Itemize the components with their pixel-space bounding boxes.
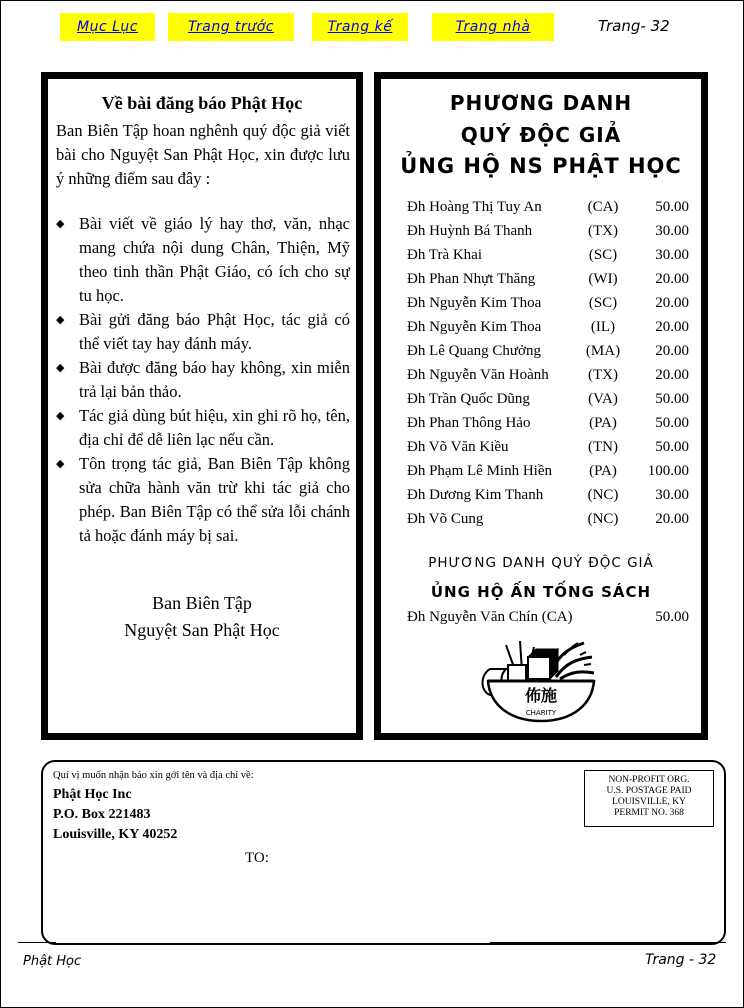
postage-line: NON-PROFIT ORG. xyxy=(608,775,690,785)
diamond-bullet-icon: ◆ xyxy=(56,362,65,374)
donor-row xyxy=(407,267,695,291)
postage-line: PERMIT NO. 368 xyxy=(614,808,684,818)
to-label: TO: xyxy=(245,850,269,866)
postage-line: LOUISVILLE, KY xyxy=(612,797,686,807)
guidelines-heading: Về bài đăng báo Phật Học xyxy=(101,93,303,113)
donor-name: Đh Dương Kim Thanh xyxy=(407,487,544,503)
page-number-bottom: Trang - 32 xyxy=(645,952,717,968)
charity-chars: 佈施 xyxy=(524,686,558,705)
donor-row xyxy=(407,291,695,315)
donor-name: Đh Nguyễn Văn Hoành xyxy=(407,367,549,383)
diamond-bullet-icon: ◆ xyxy=(56,410,65,422)
donor-state: (IL) xyxy=(590,319,616,335)
donor-amount: 50.00 xyxy=(655,391,689,407)
donor-state: (TN) xyxy=(588,439,618,455)
nav-toc-link[interactable]: Mục Lục xyxy=(60,13,155,41)
return-address-line-2: P.O. Box 221483 xyxy=(53,807,151,822)
guideline-item xyxy=(56,452,350,548)
donor-amount: 50.00 xyxy=(655,439,689,455)
donor-state: (SC) xyxy=(588,295,618,311)
donor-state: (TX) xyxy=(588,223,618,239)
donor-state: (CA) xyxy=(587,199,619,215)
donor-state: (NC) xyxy=(587,487,619,503)
guideline-item xyxy=(56,212,350,308)
guideline-item xyxy=(56,356,350,404)
donor-row xyxy=(407,243,695,267)
donor-title-2: QUÝ ĐỘC GIẢ xyxy=(460,123,622,147)
donor-name: Đh Phan Thông Hảo xyxy=(407,415,531,431)
donor-row xyxy=(407,435,695,459)
donor-row xyxy=(407,363,695,387)
footer-rule-right xyxy=(490,942,726,943)
page-number-top: Trang- 32 xyxy=(598,17,670,35)
donor-name: Đh Lê Quang Chưởng xyxy=(407,343,541,359)
guidelines-list xyxy=(56,212,350,548)
donor-state: (VA) xyxy=(588,391,618,407)
donor-amount: 20.00 xyxy=(655,343,689,359)
donor-name: Đh Võ Cung xyxy=(407,511,484,527)
donor-state: (PA) xyxy=(589,415,617,431)
donor-list-box xyxy=(374,72,708,740)
return-address-line-1: Phật Học Inc xyxy=(53,787,132,802)
donor-name: Đh Trần Quốc Dũng xyxy=(407,391,530,407)
donor-title-3: ỦNG HỘ NS PHẬT HỌC xyxy=(400,154,682,178)
donor-row xyxy=(407,459,695,483)
guideline-text: Bài viết về giáo lý hay thơ, văn, nhạc mang chứa nội dung Chân, Thiện, Mỹ theo tinh thần Phật Giáo, có ích cho sự tu học. xyxy=(79,214,350,305)
donor-name: Đh Nguyễn Kim Thoa xyxy=(407,295,542,311)
guideline-text: Tác giả dùng bút hiệu, xin ghi rõ họ, tên, địa chỉ để dễ liên lạc nếu cần. xyxy=(79,406,350,449)
donor-row xyxy=(407,483,695,507)
nav-next-link[interactable]: Trang kế xyxy=(312,13,408,41)
book-donor-row xyxy=(407,605,695,629)
donor-amount: 50.00 xyxy=(655,199,689,215)
donor-name: Đh Nguyễn Kim Thoa xyxy=(407,319,542,335)
donor-row xyxy=(407,387,695,411)
guideline-text: Bài được đăng báo hay không, xin miễn trả lại bản thảo. xyxy=(79,358,350,401)
donor-state: (MA) xyxy=(585,343,621,359)
donor-name: Đh Phan Nhựt Thăng xyxy=(407,271,536,287)
donor-name: Đh Hoàng Thị Tuy An xyxy=(407,199,542,215)
book-donor-title-1: PHƯƠNG DANH QUÝ ĐỘC GIẢ xyxy=(428,555,654,571)
diamond-bullet-icon: ◆ xyxy=(56,458,65,470)
donor-amount: 20.00 xyxy=(655,367,689,383)
donor-amount: 20.00 xyxy=(655,319,689,335)
donor-row xyxy=(407,219,695,243)
donor-amount: 30.00 xyxy=(655,247,689,263)
guideline-item xyxy=(56,308,350,356)
donor-amount: 20.00 xyxy=(655,271,689,287)
guideline-text: Bài gửi đăng báo Phật Học, tác giả có thể viết tay hay đánh máy. xyxy=(79,310,350,353)
nav-home-link[interactable]: Trang nhà xyxy=(432,13,554,41)
guideline-text: Tôn trọng tác giả, Ban Biên Tập không sửa chữa hành văn trừ khi tác giả cho phép. Ban Biên Tập có thể sửa lỗi chánh tả hoặc đánh máy bị sai. xyxy=(79,454,350,545)
donor-row xyxy=(407,195,695,219)
donor-name: Đh Trà Khai xyxy=(407,247,483,263)
nav-prev-link[interactable]: Trang trước xyxy=(168,13,294,41)
submission-guidelines-box xyxy=(41,72,363,740)
donor-name: Đh Phạm Lê Minh Hiền xyxy=(407,463,552,479)
diamond-bullet-icon: ◆ xyxy=(56,314,65,326)
guideline-item xyxy=(56,404,350,452)
footer-rule-left xyxy=(18,942,56,943)
book-donor-name: Đh Nguyễn Văn Chín (CA) xyxy=(407,609,573,625)
signature-magazine: Nguyệt San Phật Học xyxy=(124,620,280,640)
guidelines-intro: Ban Biên Tập hoan nghênh quý độc giả viết bài cho Nguyệt San Phật Học, xin được lưu ý những điểm sau đây : xyxy=(56,121,350,188)
donor-row xyxy=(407,339,695,363)
donor-state: (SC) xyxy=(588,247,618,263)
donor-state: (TX) xyxy=(588,367,618,383)
donor-list-inner xyxy=(380,78,702,734)
footer-publication: Phật Học xyxy=(23,954,82,969)
postage-line: U.S. POSTAGE PAID xyxy=(606,786,692,796)
diamond-bullet-icon: ◆ xyxy=(56,218,65,230)
donor-amount: 100.00 xyxy=(647,463,689,479)
donor-amount: 30.00 xyxy=(655,223,689,239)
mailing-panel xyxy=(41,760,726,945)
donor-amount: 20.00 xyxy=(655,295,689,311)
donor-state: (PA) xyxy=(589,463,617,479)
submission-guidelines-inner xyxy=(47,78,357,734)
donor-row xyxy=(407,411,695,435)
donor-row xyxy=(407,315,695,339)
donor-title-1: PHƯƠNG DANH xyxy=(449,91,633,115)
donor-name: Đh Huỳnh Bá Thanh xyxy=(407,223,533,239)
book-donor-amount: 50.00 xyxy=(655,609,689,625)
signature-editorial-board: Ban Biên Tập xyxy=(152,593,252,613)
mailing-note: Quí vị muốn nhận báo xin gởi tên và địa chỉ về: xyxy=(53,770,254,781)
donor-amount: 20.00 xyxy=(655,511,689,527)
donor-state: (WI) xyxy=(588,271,618,287)
book-donor-title-2: ỦNG HỘ ẤN TỐNG SÁCH xyxy=(430,583,652,601)
return-address-line-3: Louisville, KY 40252 xyxy=(53,827,178,842)
donor-state: (NC) xyxy=(587,511,619,527)
donor-amount: 30.00 xyxy=(655,487,689,503)
charity-label: CHARITY xyxy=(525,709,557,717)
charity-bowl-icon xyxy=(476,635,606,727)
donor-name: Đh Võ Văn Kiều xyxy=(407,439,509,455)
postage-indicia xyxy=(584,770,714,827)
donor-row xyxy=(407,507,695,531)
donor-amount: 50.00 xyxy=(655,415,689,431)
